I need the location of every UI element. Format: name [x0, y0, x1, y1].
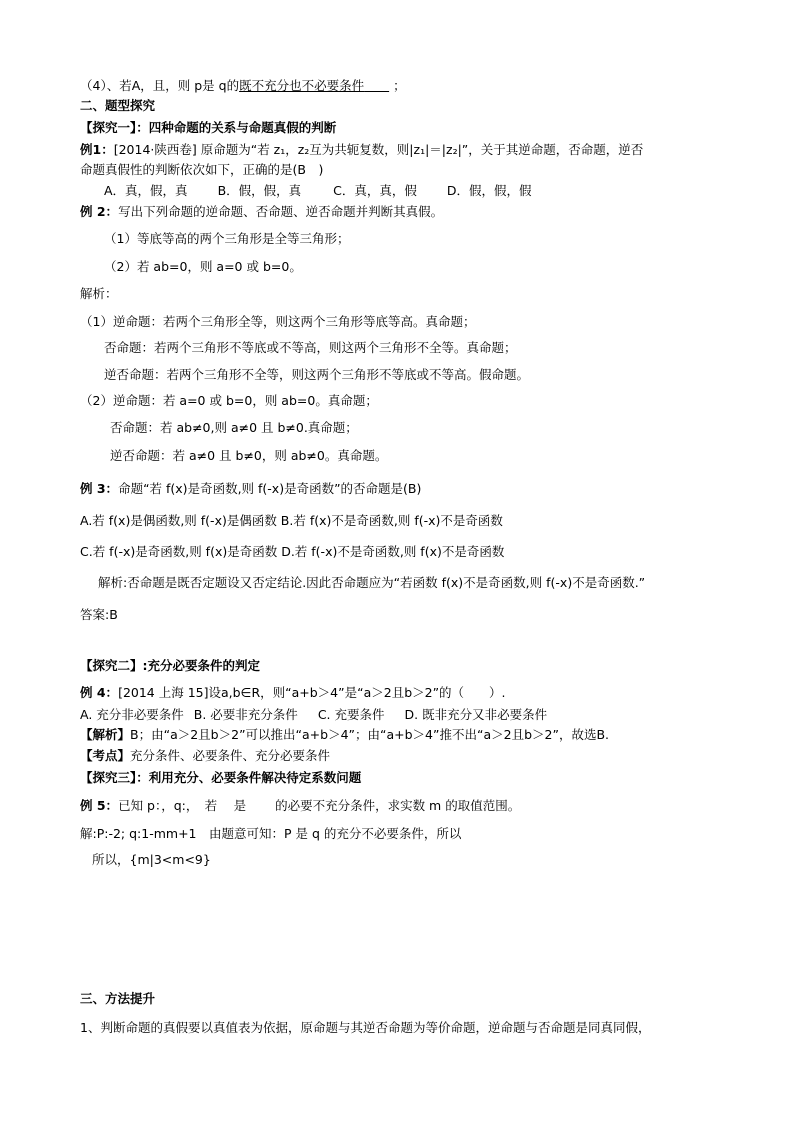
explore-2-tag: 【探究二】: [80, 658, 143, 673]
example-2-item-1: （1）等底等高的两个三角形是全等三角形；: [104, 231, 350, 246]
example-2-item-2: （2）若 ab=0，则 a=0 或 b=0。: [104, 259, 302, 274]
method-1: 1、判断命题的真假要以真值表为依据，原命题与其逆否命题为等价命题，逆命题与否命题是同真同假，: [80, 1020, 651, 1035]
example-4-source: [2014 上海 15]: [118, 685, 209, 700]
example-1-option-b: B．假，假，真: [217, 183, 302, 198]
example-2-answer-2c: 逆否命题：若 a≠0 且 b≠0，则 ab≠0。真命题。: [110, 448, 388, 463]
example-5-result: 所以，{m|3<m<9}: [92, 852, 211, 867]
section-3-title: 三、方法提升: [80, 991, 156, 1006]
example-1-line-1: [80, 141, 643, 159]
example-4-point-tag: 【考点】: [80, 748, 131, 763]
example-2-label: 例 2：: [80, 204, 119, 219]
explore-1-heading: [80, 119, 336, 137]
example-2-prompt: 例 2：写出下列命题的逆命题、否命题、逆否命题并判断其真假。: [80, 204, 444, 219]
item-4-answer: 既不充分也不必要条件: [239, 78, 365, 93]
example-4-analysis-tag: 【解析】: [80, 727, 131, 742]
example-4-stem: [80, 684, 506, 702]
explore-2-heading: [80, 657, 260, 675]
example-2-answer-2b: 否命题：若 ab≠0,则 a≠0 且 b≠0.真命题；: [110, 420, 358, 435]
item-4-end: ；: [389, 78, 406, 93]
example-3-label: 例 3：: [80, 481, 119, 496]
explore-1-title: ：四种命题的关系与命题真假的判断: [136, 120, 337, 135]
item-4-text: （4）、若A，且，则 p是 q的: [80, 78, 240, 93]
example-3-prompt: 例 3：命题“若 f(x)是奇函数,则 f(-x)是奇函数”的否命题是(B): [80, 481, 422, 496]
example-1-text-1: [2014·陕西卷] 原命题为“若 z₁，z₂互为共轭复数，则|z₁|＝|z₂|”，关于其逆命题，否命题，逆否: [113, 142, 644, 157]
explore-3-title: ：利用充分、必要条件解决待定系数问题: [136, 770, 362, 785]
example-4-options: A. 充分非必要条件 B. 必要非充分条件 C. 充要条件 D. 既非充分又非必要条件: [80, 707, 548, 722]
item-4-line: [80, 77, 406, 95]
example-3-options-ab: A.若 f(x)是偶函数,则 f(-x)是偶函数 B.若 f(x)不是奇函数,则 f(-x)不是奇函数: [80, 513, 503, 528]
explore-2-title: :充分必要条件的判定: [142, 658, 261, 673]
example-2-answer-1b: 否命题：若两个三角形不等底或不等高，则这两个三角形不全等。真命题；: [104, 340, 517, 355]
example-2-answer-2a: （2）逆命题：若 a=0 或 b=0，则 ab=0。真命题；: [80, 393, 378, 408]
example-1-option-a: A．真，假，真: [104, 183, 188, 198]
example-2-answer-1c: 逆否命题：若两个三角形不全等，则这两个三角形不等底或不等高。假命题。: [104, 367, 530, 382]
example-5-label: 例 5：: [80, 798, 119, 813]
example-4-question: 设a,b∈R，则“a+b＞4”是“a＞2且b＞2”的（ ）.: [208, 685, 506, 700]
example-2-analysis-label: 解析：: [80, 286, 118, 301]
example-4-point: 【考点】充分条件、必要条件、充分必要条件: [80, 748, 331, 763]
example-5-solution: 解:P:-2; q:1-mm+1 由题意可知：P 是 q 的充分不必要条件，所以: [80, 826, 462, 841]
section-2-title: 二、题型探究: [80, 98, 156, 113]
example-1-label: 例1：: [80, 142, 114, 157]
example-1-line-2: 命题真假性的判断依次如下，正确的是(B ): [80, 162, 324, 177]
explore-3-heading: [80, 769, 361, 787]
example-4-label: 例 4：: [80, 685, 119, 700]
example-1-option-d: D．假，假，假: [446, 183, 532, 198]
example-5-stem: 例 5：已知 p：，q:， 若 是 的必要不充分条件，求实数 m 的取值范围。: [80, 798, 521, 813]
example-3-options-cd: C.若 f(-x)是奇函数,则 f(x)是奇函数 D.若 f(-x)不是奇函数,则 f(x)不是奇函数: [80, 544, 505, 559]
example-4-analysis: 【解析】B；由“a＞2且b＞2”可以推出“a+b＞4”；由“a+b＞4”推不出“a＞2且b＞2”，故选B.: [80, 727, 609, 742]
explore-1-tag: 【探究一】: [80, 120, 137, 135]
example-3-analysis: 解析:否命题是既否定题设又否定结论.因此否命题应为“若函数 f(x)不是奇函数,则 f(-x)不是奇函数.”: [98, 575, 646, 590]
example-1-options: [104, 182, 532, 200]
example-2-answer-1a: （1）逆命题：若两个三角形全等，则这两个三角形等底等高。真命题；: [80, 314, 476, 329]
example-1-option-c: C．真，真，假: [333, 183, 417, 198]
explore-3-tag: 【探究三】: [80, 770, 137, 785]
example-3-answer: 答案:B: [80, 607, 118, 622]
